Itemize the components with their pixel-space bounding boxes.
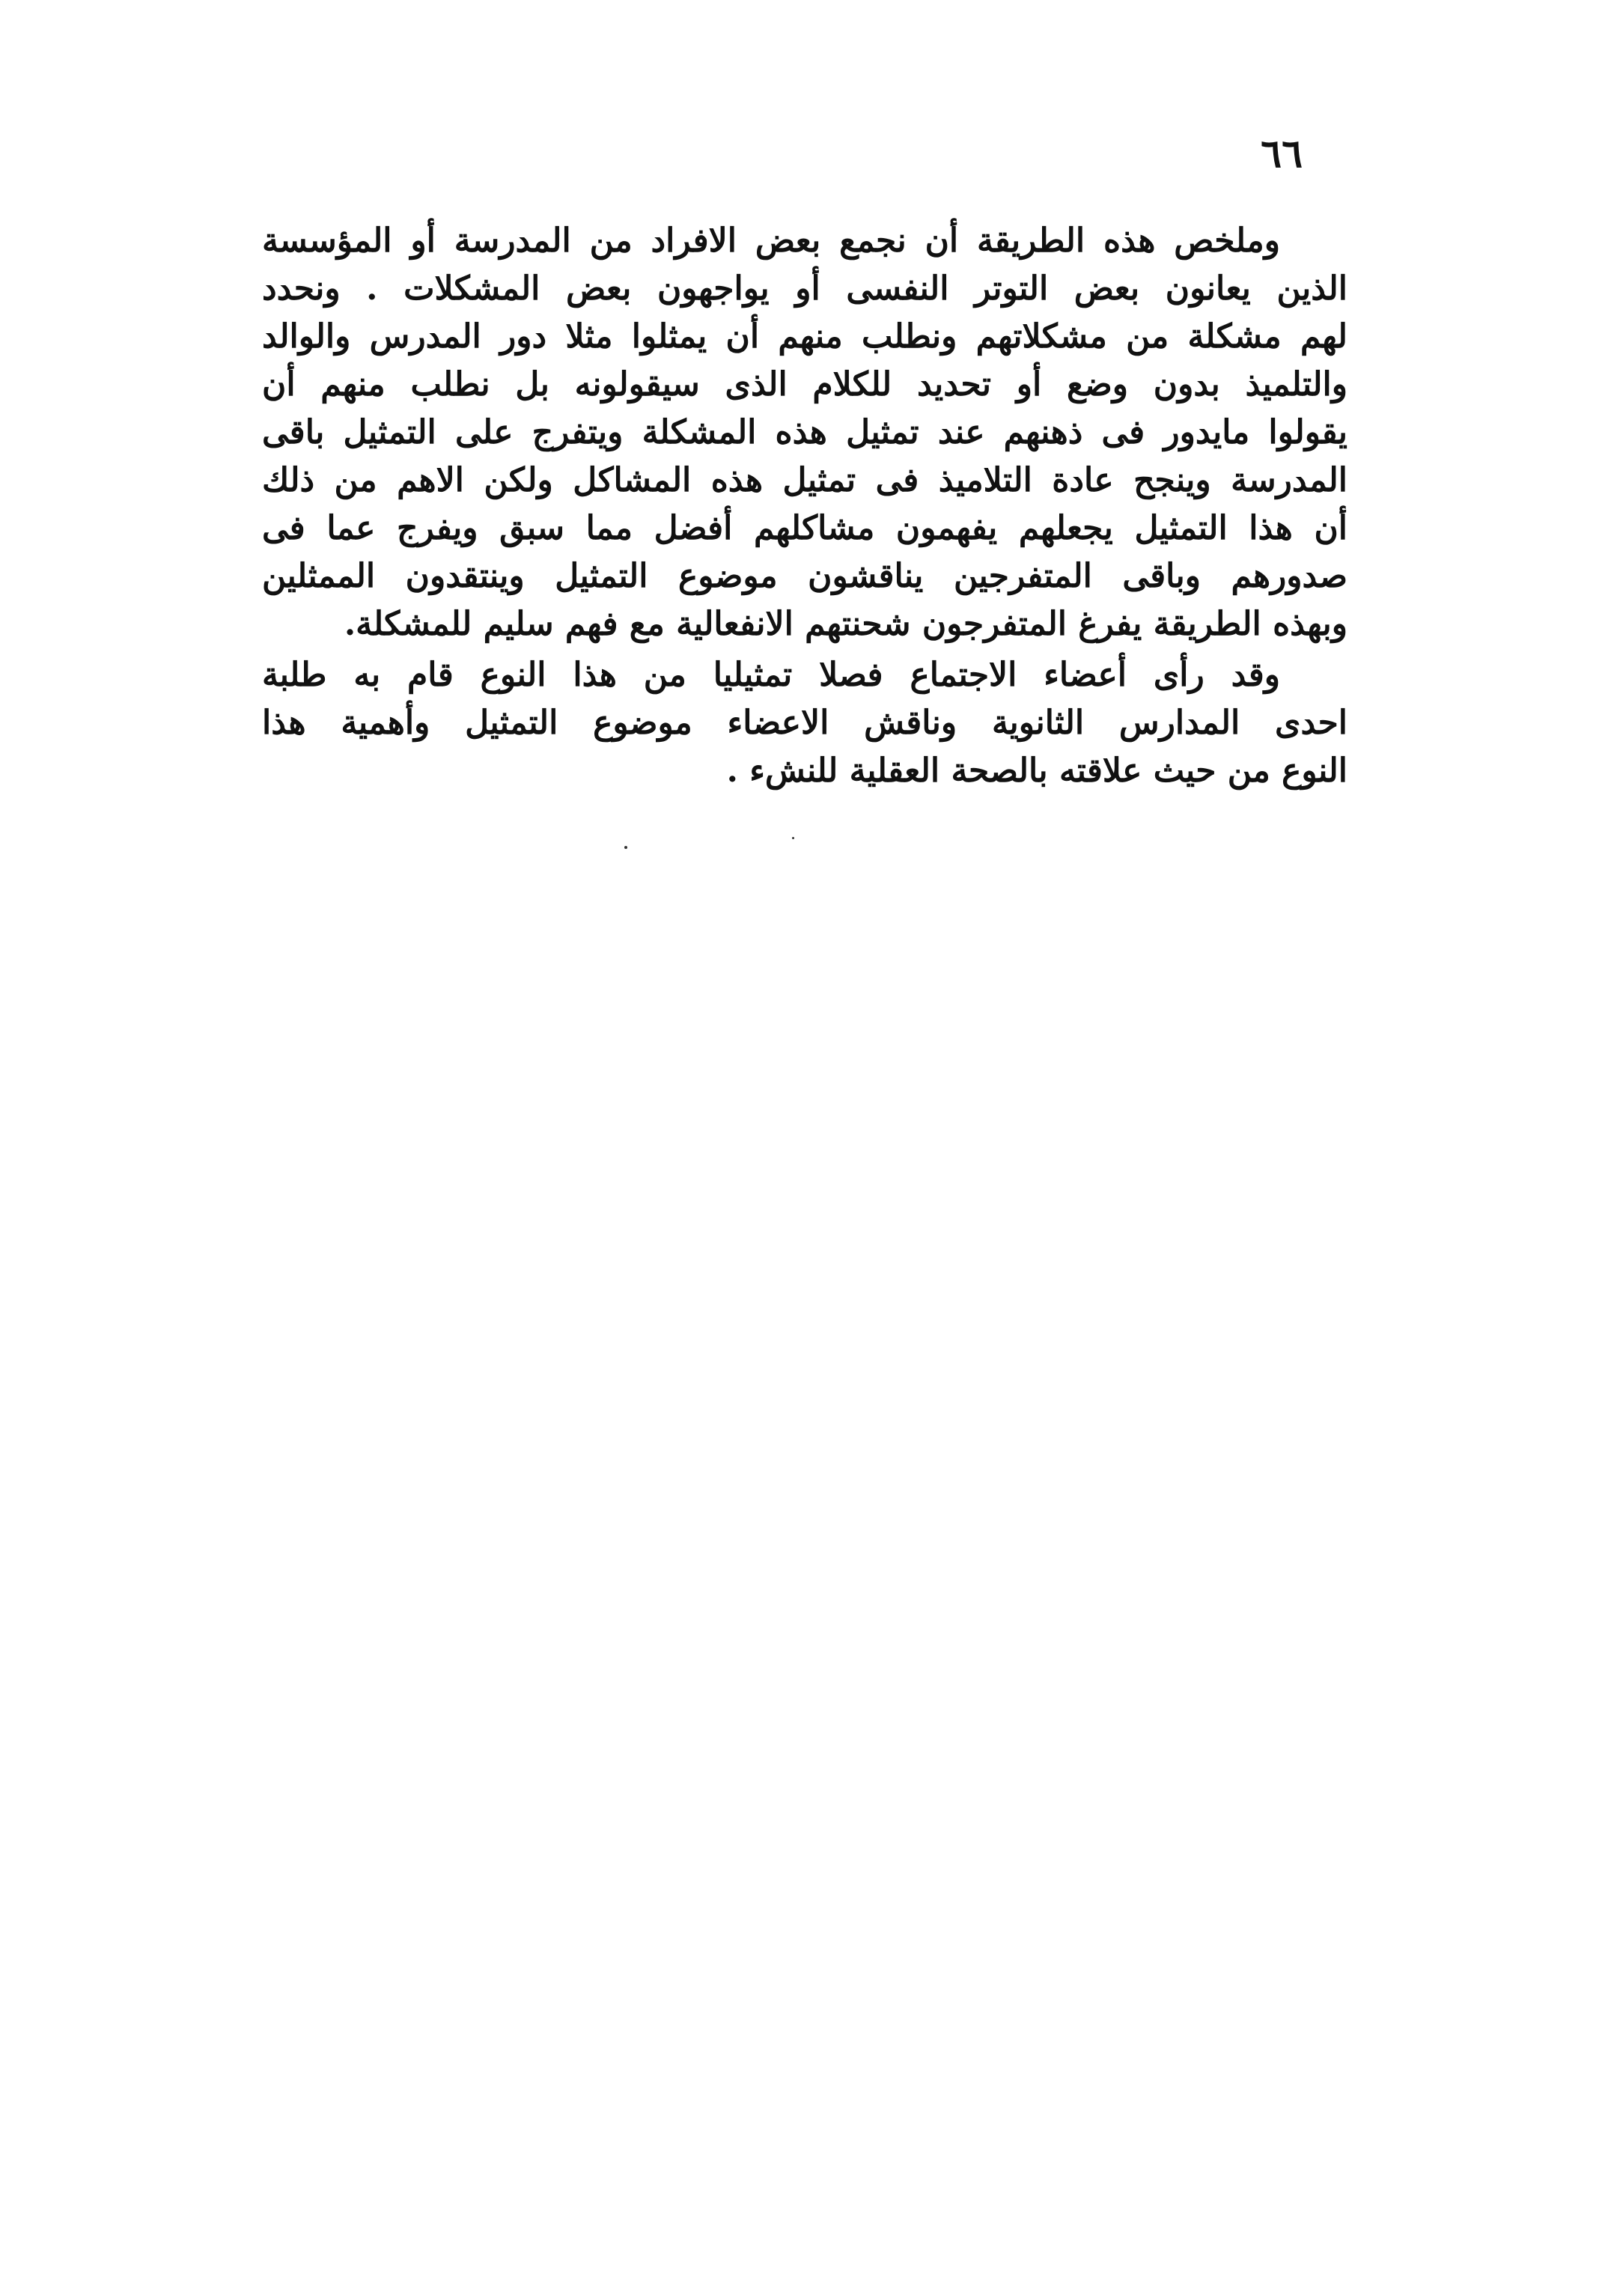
paragraph-line: الذين يعانون بعض التوتر النفسى أو يواجهون بعض المشكلات . ونحدد [262,270,1347,308]
paragraph-line: النوع من حيث علاقته بالصحة العقلية للنشء . [726,752,1347,790]
paragraph-line: المدرسة وينجح عادة التلاميذ فى تمثيل هذه المشاكل ولكن الاهم من ذلك [262,461,1347,499]
paragraph-line: أن هذا التمثيل يجعلهم يفهمون مشاكلهم أفضل مما سبق ويفرج عما فى [262,509,1347,547]
paragraph-line: وملخص هذه الطريقة أن نجمع بعض الافراد من المدرسة أو المؤسسة [262,222,1280,260]
paragraph-line: وقد رأى أعضاء الاجتماع فصلا تمثيليا من هذا النوع قام به طلبة [262,656,1280,694]
scan-speck [792,837,794,839]
paragraph-line: صدورهم وباقى المتفرجين يناقشون موضوع التمثيل وينتقدون الممثلين [262,557,1347,595]
paragraph-line: يقولوا مايدور فى ذهنهم عند تمثيل هذه المشكلة ويتفرج على التمثيل باقى [262,413,1347,451]
paragraph-line: وبهذه الطريقة يفرغ المتفرجون شحنتهم الانفعالية مع فهم سليم للمشكلة. [344,605,1347,643]
paragraph-line: لهم مشكلة من مشكلاتهم ونطلب منهم أن يمثلوا مثلا دور المدرس والوالد [262,317,1347,356]
paragraph-1 [262,217,1347,648]
paragraph-line: والتلميذ بدون وضع أو تحديد للكلام الذى سيقولونه بل نطلب منهم أن [262,365,1347,404]
paragraph-line: احدى المدارس الثانوية وناقش الاعضاء موضوع التمثيل وأهمية هذا [262,704,1347,742]
page-number: ٦٦ [1261,131,1303,177]
paragraph-2 [262,651,1347,795]
scan-speck [624,846,627,849]
